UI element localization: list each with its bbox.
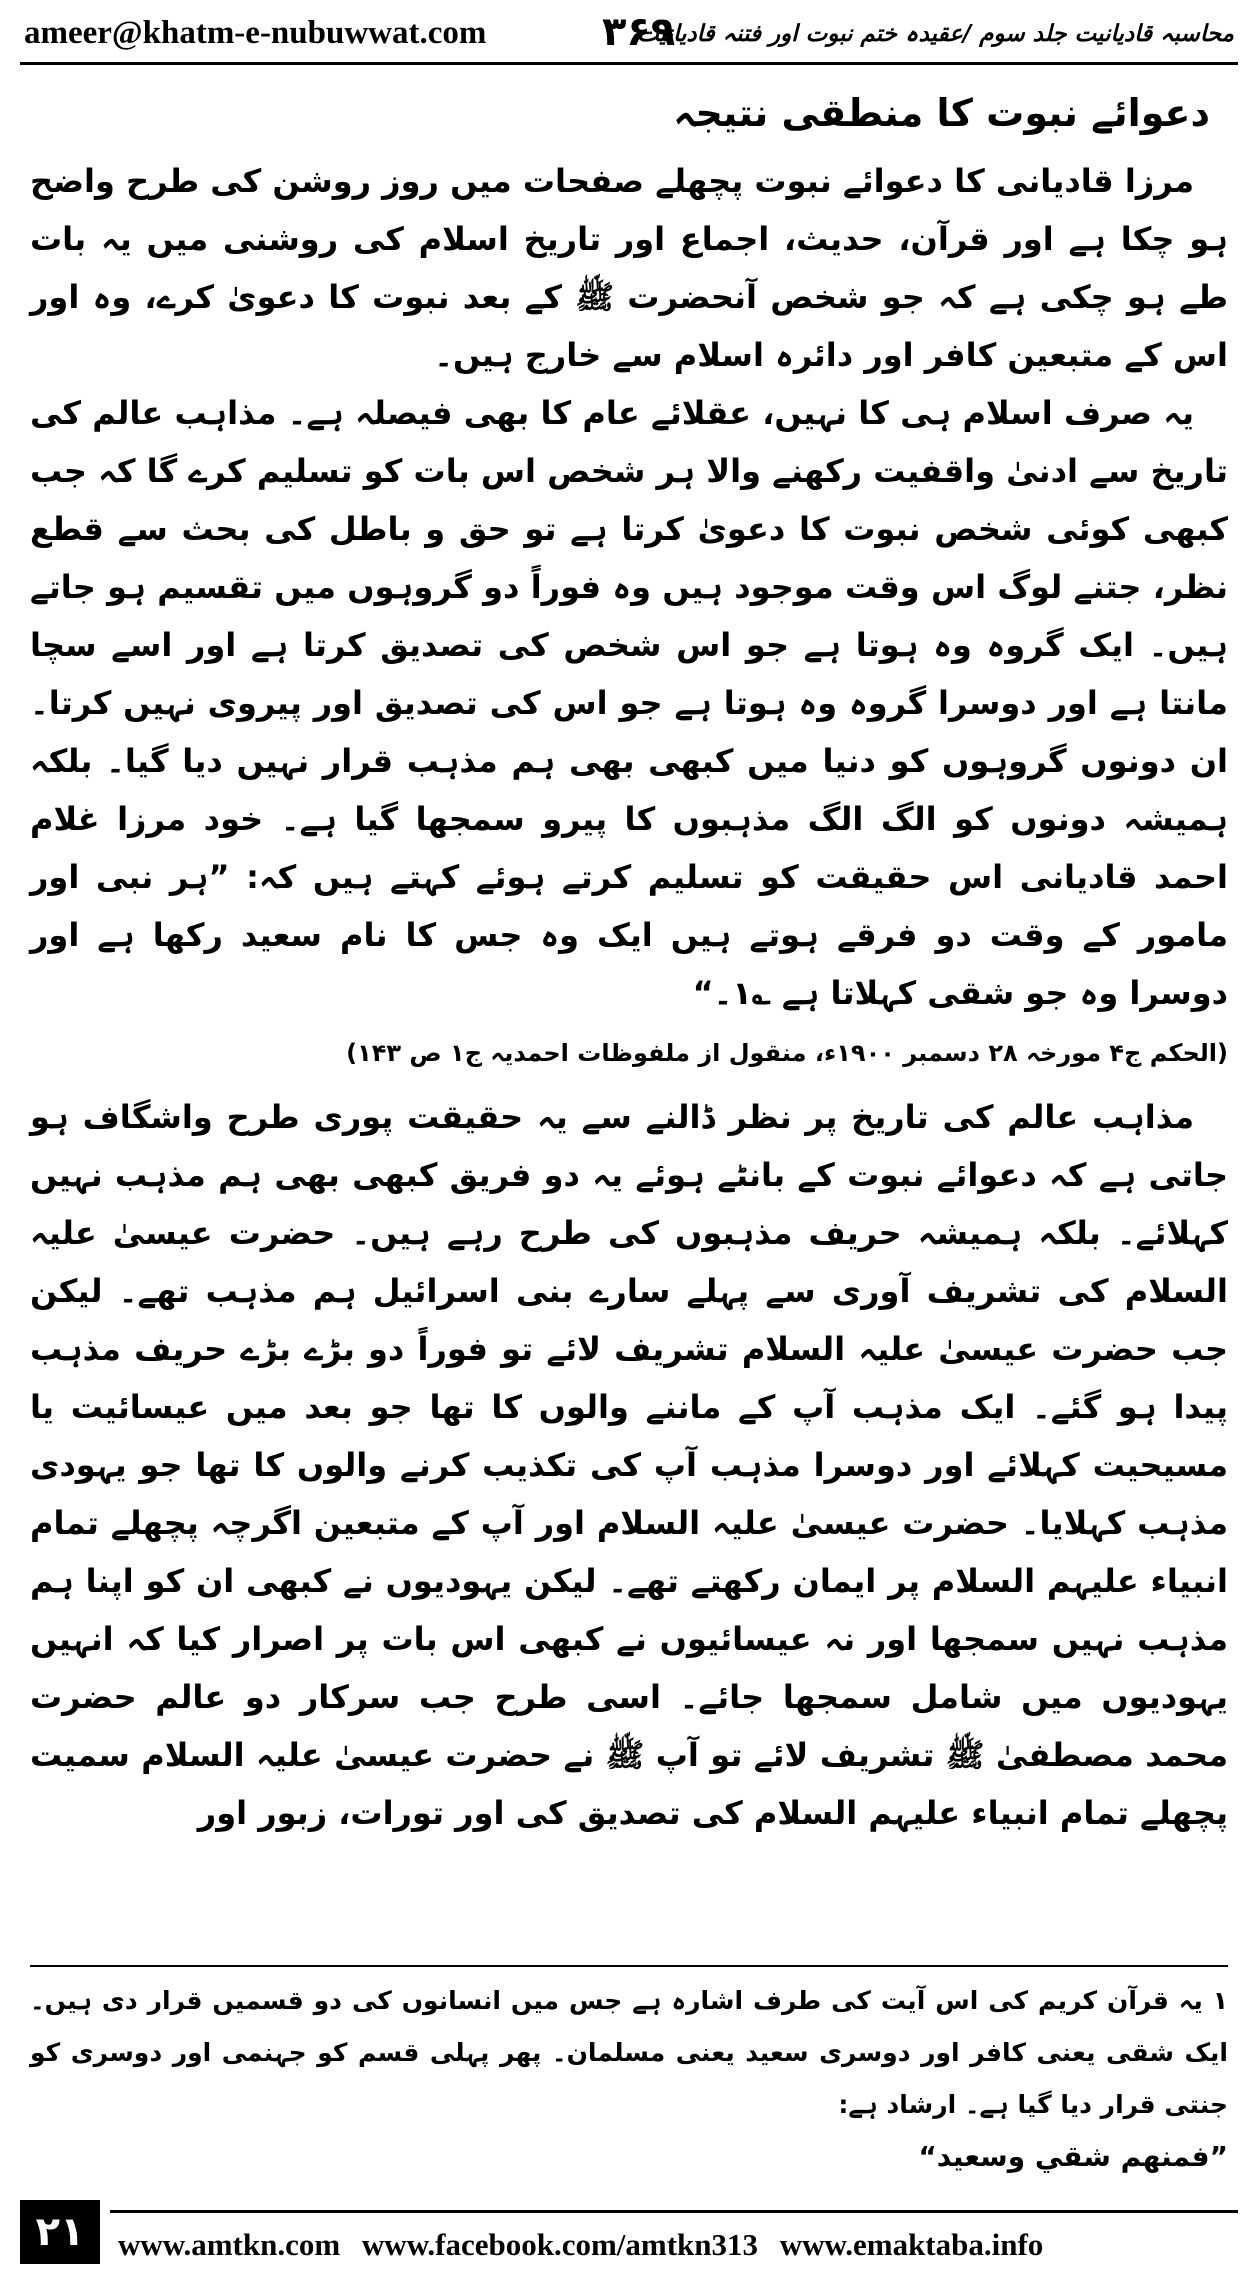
header-email: ameer@khatm-e-nubuwwat.com — [24, 15, 487, 51]
footer-link-emaktaba[interactable]: www.emaktaba.info — [779, 2227, 1044, 2262]
paragraph-1 — [30, 152, 1228, 384]
footer-page-number: ۲۱ — [20, 2200, 100, 2264]
footer-link-facebook[interactable]: www.facebook.com/amtkn313 — [361, 2227, 759, 2262]
paragraph-2-text: یہ صرف اسلام ہی کا نہیں، عقلائے عام کا بھی فیصلہ ہے۔ مذاہب عالم کی تاریخ سے ادنیٰ واقفیت رکھنے والا ہر شخص اس بات کو تسلیم کرے گا کہ جب کبھی کوئی شخص نبوت کا دعویٰ کرتا ہے تو حق و باطل کی بحث سے قطع نظر، جتنے لوگ اس وقت موجود ہیں وہ فوراً دو گروہوں میں تقسیم ہو جاتے ہیں۔ ایک گروہ وہ ہوتا ہے جو اس شخص کی تصدیق کرتا ہے اور اسے سچا مانتا ہے اور دوسرا گروہ وہ ہوتا ہے جو اس کی تصدیق اور پیروی نہیں کرتا۔ ان دونوں گروہوں کو دنیا میں کبھی بھی ہم مذہب قرار نہیں دیا گیا۔ بلکہ ہمیشہ دونوں کو الگ الگ مذہبوں کا پیرو سمجھا گیا ہے۔ خود مرزا غلام احمد قادیانی اس حقیقت کو تسلیم کرتے ہوئے کہتے ہیں کہ: ”ہر نبی اور مامور کے وقت دو فرقے ہوتے ہیں ایک وہ جس کا نام سعید رکھا ہے اور دوسرا وہ جو شقی کہلاتا ہے ؎۱۔“ — [30, 394, 1228, 1012]
paragraph-3-text: مذاہب عالم کی تاریخ پر نظر ڈالنے سے یہ حقیقت پوری طرح واشگاف ہو جاتی ہے کہ دعوائے نبوت کے بانٹے ہوئے یہ دو فریق کبھی بھی ہم مذہب نہیں کہلائے۔ بلکہ ہمیشہ حریف مذہبوں کی طرح رہے ہیں۔ حضرت عیسیٰ علیہ السلام کی تشریف آوری سے پہلے سارے بنی اسرائیل ہم مذہب تھے۔ لیکن جب حضرت عیسیٰ علیہ السلام تشریف لائے تو فوراً دو بڑے بڑے حریف مذہب پیدا ہو گئے۔ ایک مذہب آپ کے ماننے والوں کا تھا جو بعد میں عیسائیت یا مسیحیت کہلائے اور دوسرا مذہب آپ کی تکذیب کرنے والوں کا تھا جو یہودی مذہب کہلایا۔ حضرت عیسیٰ علیہ السلام اور آپ کے متبعین اگرچہ پچھلے تمام انبیاء علیہم السلام پر ایمان رکھتے تھے۔ لیکن یہودیوں نے کبھی ان کو اپنا ہم مذہب نہیں سمجھا اور نہ عیسائیوں نے کبھی اس بات پر اصرار کیا کہ انہیں یہودیوں میں شامل سمجھا جائے۔ اسی طرح جب سرکار دو عالم حضرت محمد مصطفیٰ ﷺ تشریف لائے تو آپ ﷺ نے حضرت عیسیٰ علیہ السلام سمیت پچھلے تمام انبیاء علیہم السلام کی تصدیق کی اور تورات، زبور اور — [30, 1098, 1228, 1832]
header-book-title: محاسبہ قادیانیت جلد سوم /عقیدہ ختم نبوت اور فتنہ قادیانیت — [637, 21, 1234, 47]
paragraph-2 — [30, 384, 1228, 1022]
footnote — [30, 1975, 1228, 2184]
page-header — [20, 10, 1238, 60]
footnote-text: ۱ یہ قرآن کریم کی اس آیت کی طرف اشارہ ہے جس میں انسانوں کی دو قسمیں قرار دی ہیں۔ ایک شقی یعنی کافر اور دوسری سعید یعنی مسلمان۔ پھر پہلی قسم کو جہنمی اور دوسری کو جنتی قرار دیا گیا ہے۔ ارشاد ہے: — [30, 1986, 1228, 2119]
header-page-number: ۳۶۹ — [602, 9, 676, 55]
page-content — [30, 78, 1228, 1842]
footer-link-amtkn[interactable]: www.amtkn.com — [118, 2227, 341, 2262]
footnote-quote: ”فمنهم شقي وسعيد“ — [918, 2140, 1228, 2173]
citation-reference: (الحکم ج۴ مورخہ ۲۸ دسمبر ۱۹۰۰ء، منقول از ملفوظات احمدیہ ج۱ ص ۱۴۳) — [346, 1039, 1228, 1067]
paragraph-3 — [30, 1088, 1228, 1842]
footer-divider — [110, 2210, 1238, 2213]
section-heading: دعوائے نبوت کا منطقی نتیجہ — [673, 91, 1210, 135]
paragraph-1-text: مرزا قادیانی کا دعوائے نبوت پچھلے صفحات میں روز روشن کی طرح واضح ہو چکا ہے اور قرآن، حدیث، اجماع اور تاریخ اسلام کی روشنی میں یہ بات طے ہو چکی ہے کہ جو شخص آنحضرت ﷺ کے بعد نبوت کا دعویٰ کرے، وہ اور اس کے متبعین کافر اور دائرہ اسلام سے خارج ہیں۔ — [30, 162, 1228, 374]
footer-links — [118, 2222, 1228, 2268]
footnote-divider — [30, 1965, 1228, 1967]
header-divider — [20, 62, 1238, 65]
